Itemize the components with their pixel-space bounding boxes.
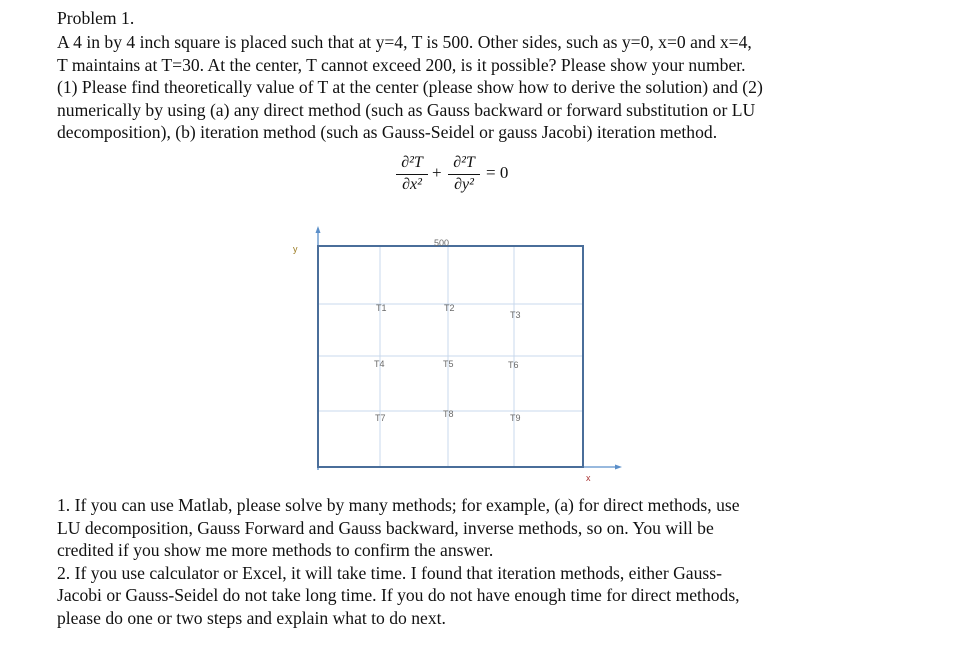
statement-line: A 4 in by 4 inch square is placed such that at y=4, T is 500. Other sides, such as y=0, x=0 and x=4, [57, 32, 752, 52]
instruction-line: 1. If you can use Matlab, please solve by many methods; for example, (a) for direct methods, use [57, 495, 740, 515]
term2-denominator: ∂y² [454, 176, 474, 193]
plus-sign: + [432, 163, 442, 182]
x-axis-label: x [586, 473, 591, 483]
term1-numerator: ∂²T [401, 154, 423, 171]
equals-zero: = 0 [486, 163, 509, 182]
statement-line: decomposition), (b) iteration method (such as Gauss-Seidel or gauss Jacobi) iteration method. [57, 122, 718, 142]
node-label: T9 [510, 413, 521, 423]
node-label: T1 [376, 303, 387, 313]
problem-title: Problem 1. [57, 8, 135, 28]
statement-line: (1) Please find theoretically value of T at the center (please show how to derive the solution) and (2) [57, 77, 763, 97]
node-label: T6 [508, 360, 519, 370]
instructions [57, 494, 740, 629]
term2-numerator: ∂²T [453, 154, 475, 171]
node-label: T7 [375, 413, 386, 423]
y-axis-arrow-icon [316, 226, 321, 233]
instruction-line: please do one or two steps and explain what to do next. [57, 607, 446, 628]
grid-lines [318, 246, 583, 467]
node-label: T8 [443, 409, 454, 419]
top-boundary-label: 500 [434, 238, 450, 248]
node-label: T3 [510, 310, 521, 320]
instruction-line: LU decomposition, Gauss Forward and Gauss backward, inverse methods, so on. You will be [57, 517, 714, 538]
node-label: T4 [374, 359, 385, 369]
instruction-line: credited if you show me more methods to confirm the answer. [57, 540, 494, 560]
node-label: T2 [444, 303, 455, 313]
term1-denominator: ∂x² [402, 176, 422, 193]
statement-line: T maintains at T=30. At the center, T cannot exceed 200, is it possible? Please show your number. [57, 54, 746, 75]
instruction-line: 2. If you use calculator or Excel, it will take time. I found that iteration methods, either Gauss- [57, 562, 722, 583]
statement-line: numerically by using (a) any direct method (such as Gauss backward or forward substitution or LU [57, 99, 756, 120]
y-axis-label: y [293, 244, 298, 254]
x-axis-arrow-icon [615, 465, 622, 470]
node-label: T5 [443, 359, 454, 369]
instruction-line: Jacobi or Gauss-Seidel do not take long time. If you do not have enough time for direct methods, [57, 585, 740, 605]
